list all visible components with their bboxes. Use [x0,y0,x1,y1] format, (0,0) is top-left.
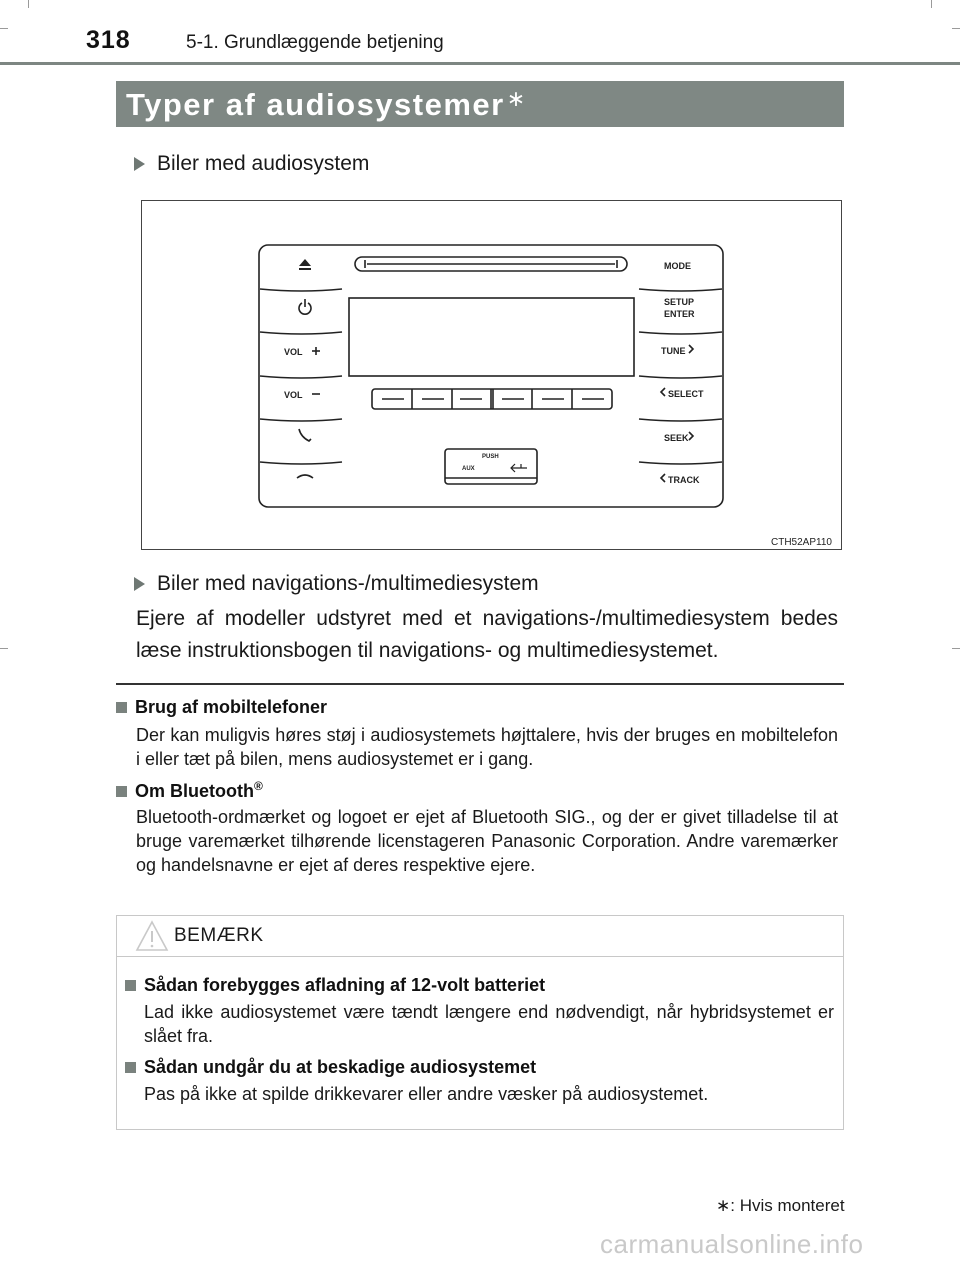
crop-mark [0,648,8,649]
audio-unit-illustration [142,201,841,549]
crop-mark [952,648,960,649]
notice-heading-text: Sådan forebygges afladning af 12-volt batteriet [144,975,546,995]
notice-label: BEMÆRK [174,925,264,946]
mode-label: MODE [664,261,691,271]
crop-mark [0,28,8,29]
phone-icon [299,429,311,441]
list-item-label: Biler med navigations-/multimediesystem [157,572,539,595]
header-rule [0,62,960,65]
usb-icon [511,464,527,472]
notice-heading-text: Sådan undgår du at beskadige audiosystemet [144,1057,537,1077]
vol-down-label: VOL [284,390,303,400]
list-item-navigation [134,572,539,596]
usb-push-label: PUSH [482,454,499,460]
square-bullet-icon [116,786,127,797]
crop-mark [28,0,29,8]
notice-paragraph-battery: Lad ikke audiosystemet være tændt længere end nødvendigt, når hybridsystemet er slået fra. [144,1002,834,1046]
list-item-audio [134,152,369,176]
section-divider [116,683,844,685]
chevron-left-icon [661,474,665,482]
subheading-text: Om Bluetooth [135,781,254,801]
track-label: TRACK [668,475,700,485]
section-title: 5-1. Grundlæggende betjening [186,32,444,53]
subheading-bluetooth [116,779,263,802]
page-title-text: Typer af audiosystemer [126,87,505,122]
notice-heading-battery [125,975,545,996]
crop-mark [931,0,932,8]
watermark: carmanualsonline.info [600,1229,864,1259]
figure-code: CTH52AP110 [771,537,832,548]
notice-paragraph-damage: Pas på ikke at spilde drikkevarer eller andre væsker på audiosystemet. [144,1084,709,1104]
intro-paragraph: Ejere af modeller udstyret med et navigations-/multimediesystem bedes læse instruktionsbogen til navigations- og multimediesystemet. [136,607,838,662]
seek-label: SEEK [664,433,689,443]
usb-aux-label: AUX [462,466,475,472]
select-label: SELECT [668,389,704,399]
warning-triangle-icon [135,920,169,952]
triangle-bullet-icon [134,577,145,591]
tune-label: TUNE [661,346,686,356]
paragraph-mobile: Der kan muligvis høres støj i audiosystemets højttalere, hvis der bruges en mobiltelefon i eller tæt på bilen, mens audiosystemet er i gang. [136,725,838,769]
page-title [116,81,844,127]
triangle-bullet-icon [134,157,145,171]
figure-frame [141,200,842,550]
title-footnote-star: ∗ [506,86,527,111]
list-item-label: Biler med audiosystem [157,152,370,175]
subheading-text: Brug af mobiltelefoner [135,697,328,717]
square-bullet-icon [116,702,127,713]
paragraph-bluetooth: Bluetooth-ordmærket og logoet er ejet af Bluetooth SIG., og der er givet tilladelse til at bruge varemærket tilhørende licenstageren Panasonic Corporation. Andre varemærker og handelsnavne er ejet af deres respektive ejere. [136,807,838,875]
square-bullet-icon [125,1062,136,1073]
display-screen [349,298,634,376]
hangup-icon [297,475,313,478]
registered-mark: ® [254,779,263,793]
page-number: 318 [86,26,131,54]
notice-separator [117,956,843,957]
square-bullet-icon [125,980,136,991]
vol-up-label: VOL [284,347,303,357]
footnote: ∗: Hvis monteret [716,1196,845,1215]
chevron-right-icon [689,432,693,440]
preset-buttons [372,389,612,409]
subheading-mobile [116,697,327,718]
setup-label: SETUP [664,297,695,307]
chevron-right-icon [689,345,693,353]
chevron-left-icon [661,388,665,396]
notice-heading-damage [125,1057,536,1078]
enter-label: ENTER [664,309,695,319]
crop-mark [952,28,960,29]
eject-icon [299,259,311,266]
